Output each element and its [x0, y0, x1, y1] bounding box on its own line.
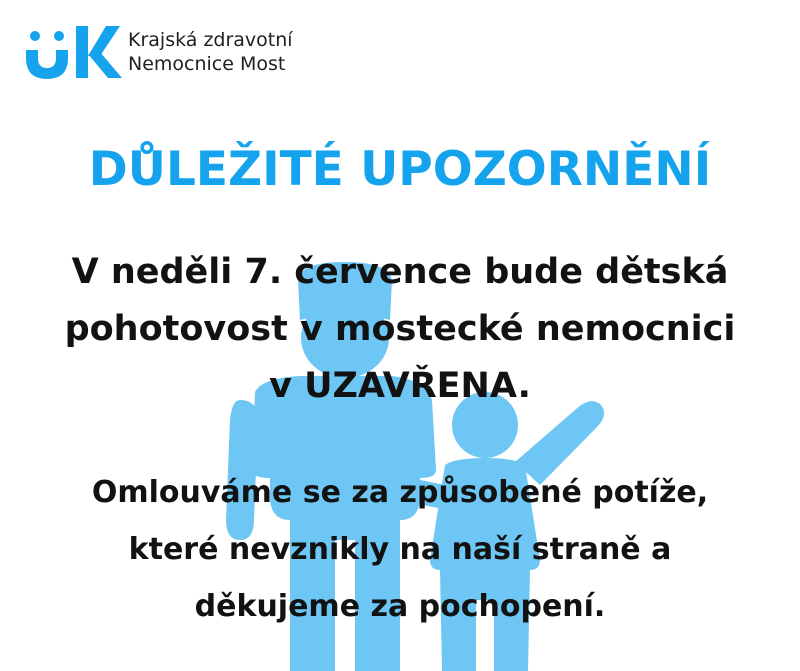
- brand-name-line-2: Nemocnice Most: [128, 53, 286, 75]
- closure-notice-line-3: v UZAVŘENA.: [269, 366, 531, 406]
- closure-notice-line-1: V neděli 7. července bude dětská: [71, 252, 729, 292]
- brand-name-line-1: Krajská zdravotní: [128, 29, 293, 51]
- page-title: DŮLEŽITÉ UPOZORNĚNÍ: [88, 142, 712, 197]
- closure-notice: [0, 244, 800, 415]
- apology-line-2: které nevznikly na naší straně a: [128, 532, 672, 567]
- apology-message: [0, 464, 800, 635]
- ok-smile-logo-icon: [22, 22, 122, 82]
- brand-name: [128, 28, 293, 76]
- brand-logo: [22, 22, 293, 82]
- apology-line-3: děkujeme za pochopení.: [194, 589, 606, 624]
- apology-line-1: Omlouváme se za způsobené potíže,: [91, 475, 709, 510]
- closure-notice-line-2: pohotovost v mostecké nemocnici: [64, 309, 736, 349]
